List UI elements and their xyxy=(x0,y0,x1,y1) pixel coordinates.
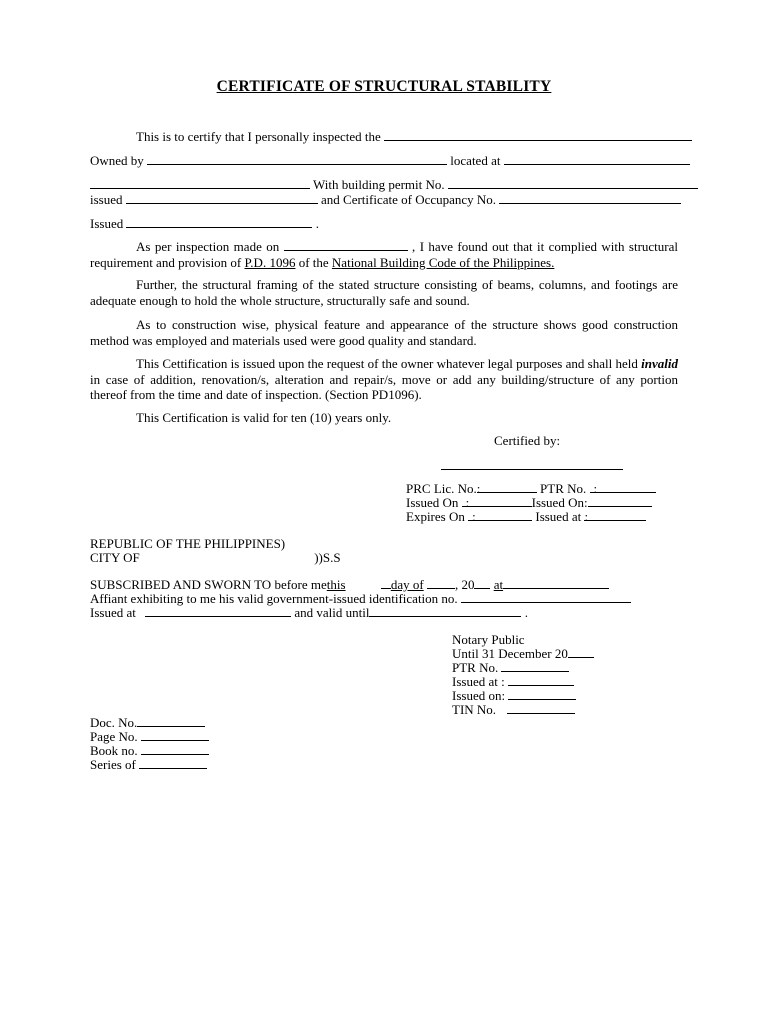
with-permit-label: With building permit No. xyxy=(313,177,445,192)
expires-on-blank[interactable] xyxy=(468,509,532,524)
series-line xyxy=(90,757,207,772)
doc-no-label: Doc. No. xyxy=(90,715,138,730)
issued2-period: . xyxy=(315,216,319,231)
notary-issued-on-blank[interactable] xyxy=(508,688,576,700)
page-no-label: Page No. xyxy=(90,729,138,744)
subscribed-label: SUBSCRIBED AND SWORN TO before me xyxy=(90,577,327,592)
notary-issued-on-line xyxy=(452,688,576,703)
ptr-colon: : xyxy=(593,481,598,496)
this-word: this xyxy=(326,577,346,592)
owned-by-line xyxy=(90,153,690,168)
p3-text: As to construction wise, physical feature and appearance of the structure shows good construction method was employed and materials used were good quality and standard. xyxy=(90,317,678,348)
prc-lic-blank[interactable] xyxy=(476,481,537,496)
notary-year-blank[interactable] xyxy=(568,646,594,658)
city-of-label: CITY OF xyxy=(90,550,140,565)
doc-no-blank[interactable] xyxy=(137,715,205,727)
paragraph-issuance xyxy=(90,356,678,403)
inspection-date-blank[interactable] xyxy=(284,239,408,251)
day-blank[interactable] xyxy=(381,577,391,589)
paragraph-framing xyxy=(90,277,678,308)
comma-20-label: , 20 xyxy=(454,577,475,592)
day-of-label: day of xyxy=(390,577,424,592)
p1-of-the: of the xyxy=(298,254,329,270)
issued-on-row xyxy=(406,495,652,510)
pd-1096-ref: P.D. 1096 xyxy=(244,254,296,270)
notary-tin-blank[interactable] xyxy=(507,702,575,714)
ss-label: ))S.S xyxy=(314,550,341,565)
issued-occupancy-line xyxy=(90,192,681,207)
occupancy-no-blank[interactable] xyxy=(499,192,681,204)
republic-line: REPUBLIC OF THE PHILIPPINES) xyxy=(90,536,286,551)
issued-label: issued xyxy=(90,192,123,207)
doc-no-line xyxy=(90,715,205,730)
located-at-label: located at xyxy=(450,153,501,168)
location-blank[interactable] xyxy=(504,153,690,165)
notary-issued-on-label: Issued on: xyxy=(452,688,506,703)
document-title: CERTIFICATE OF STRUCTURAL STABILITY xyxy=(216,78,552,95)
issued-at-jurat-line xyxy=(90,605,528,620)
valid-until-blank[interactable] xyxy=(369,605,521,617)
notary-ptr-label: PTR No. xyxy=(452,660,499,675)
p1-lead: As per inspection made on xyxy=(136,239,280,254)
prc-lic-label: PRC Lic. No. xyxy=(406,481,477,496)
prc-colon: : xyxy=(476,481,481,496)
occupancy-label: and Certificate of Occupancy No. xyxy=(321,192,497,207)
issued-on-label: Issued On xyxy=(406,495,459,510)
p4-lead: This Cettification is issued upon the request of the owner whatever legal purposes and shall held xyxy=(136,356,638,371)
id-no-blank[interactable] xyxy=(461,591,631,603)
ptr-no-label: PTR No. xyxy=(540,481,587,496)
paragraph-construction xyxy=(90,317,678,348)
permit-issued-blank[interactable] xyxy=(126,192,318,204)
issued-at-colon: : xyxy=(584,509,589,524)
notary-tin-label: TIN No. xyxy=(452,702,497,717)
owner-blank[interactable] xyxy=(147,153,447,165)
owned-by-label: Owned by xyxy=(90,153,144,168)
issued-on2-label: Issued On: xyxy=(531,495,588,510)
page-no-blank[interactable] xyxy=(141,729,209,741)
notary-issued-at-blank[interactable] xyxy=(508,674,574,686)
structure-blank[interactable] xyxy=(384,129,692,141)
p4-body: in case of addition, renovation/s, alteration and repair/s, move or add any building/structure of any portion thereof from the time and date of inspection. (Section PD1096). xyxy=(90,371,678,402)
prc-row xyxy=(406,481,656,496)
certify-intro: This is to certify that I personally inspected the xyxy=(136,129,381,144)
book-no-line xyxy=(90,743,209,758)
p1-body: , I have found out that it complied with structural requirement and provision of xyxy=(90,239,679,270)
location-cont-blank[interactable] xyxy=(90,177,310,189)
month-blank[interactable] xyxy=(427,577,455,589)
notary-public-label: Notary Public xyxy=(452,632,525,647)
jurat-period: . xyxy=(524,605,528,620)
paragraph-inspection xyxy=(90,239,678,270)
series-label: Series of xyxy=(90,757,136,772)
occupancy-issued-blank[interactable] xyxy=(126,216,312,228)
issued-on-colon: : xyxy=(465,495,470,510)
valid-until-label: and valid until xyxy=(294,605,370,620)
expires-colon: : xyxy=(472,509,476,524)
notary-ptr-line xyxy=(452,660,569,675)
invalid-word: invalid xyxy=(641,356,678,371)
page-no-line xyxy=(90,729,209,744)
issued2-label: Issued xyxy=(90,216,124,231)
city-line xyxy=(90,550,341,565)
building-code-ref: National Building Code of the Philippines. xyxy=(331,254,555,270)
ptr-no-blank[interactable] xyxy=(590,481,656,496)
affiant-label: Affiant exhibiting to me his valid government-issued identification no. xyxy=(90,591,458,606)
permit-no-blank[interactable] xyxy=(448,177,698,189)
expires-on-label: Expires On xyxy=(406,509,465,524)
subscribed-line xyxy=(90,577,609,592)
issued-at-label: Issued at xyxy=(535,509,582,524)
notary-issued-at-line xyxy=(452,674,574,689)
issued2-line xyxy=(90,216,319,231)
notary-issued-at-label: Issued at : xyxy=(452,674,505,689)
jurat-issued-at-label: Issued at xyxy=(90,605,136,620)
notary-until-label: Until 31 December 20 xyxy=(452,646,568,661)
notary-ptr-blank[interactable] xyxy=(501,660,569,672)
certify-intro-line xyxy=(136,129,692,144)
permit-line xyxy=(90,177,698,192)
expires-row xyxy=(406,509,646,524)
issued-at-blank[interactable] xyxy=(584,509,646,524)
jurat-issued-at-blank[interactable] xyxy=(145,605,291,617)
engineer-signature-line[interactable] xyxy=(441,469,623,470)
notary-tin-line xyxy=(452,702,575,717)
certified-by-label: Certified by: xyxy=(494,433,561,448)
affiant-line xyxy=(90,591,631,606)
issued-on-blank[interactable] xyxy=(462,495,532,510)
at-label: at xyxy=(493,577,504,592)
p2-text: Further, the structural framing of the stated structure consisting of beams, columns, and footings are adequate enough to hold the whole structure, structurally safe and sound. xyxy=(90,277,678,308)
place-blank[interactable] xyxy=(503,577,609,589)
book-no-blank[interactable] xyxy=(141,743,209,755)
series-blank[interactable] xyxy=(139,757,207,769)
validity-statement: This Certification is valid for ten (10) years only. xyxy=(136,410,392,425)
issued-on2-blank[interactable] xyxy=(588,495,652,507)
book-no-label: Book no. xyxy=(90,743,138,758)
notary-until-line xyxy=(452,646,594,661)
year-blank[interactable] xyxy=(474,577,490,589)
